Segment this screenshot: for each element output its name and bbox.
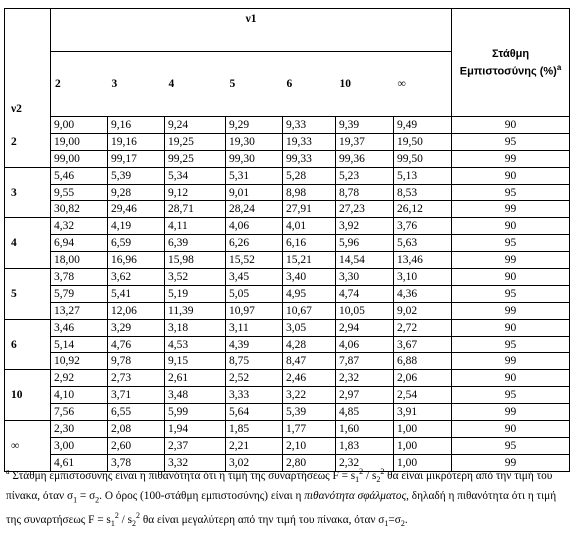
table-cell: 8,78 [336,184,394,201]
table-cell: 1,00 [394,437,452,454]
table-cell: 5,96 [336,235,394,252]
column-header: 6 [283,52,336,117]
table-cell: 8,75 [226,353,283,370]
table-cell: 6,59 [108,235,165,252]
table-cell: 19,16 [108,133,165,150]
confidence-cell: 99 [452,302,570,319]
table-cell: 5,39 [108,167,165,184]
confidence-cell: 95 [452,133,570,150]
table-row [5,150,570,167]
table-cell: 3,22 [283,387,336,404]
table-row [5,117,570,134]
column-header: 5 [226,52,283,117]
table-cell: 15,98 [165,252,226,269]
confidence-cell: 95 [452,387,570,404]
v2-group-label: 5 [5,269,51,320]
table-cell: 3,11 [226,319,283,336]
table-cell: 3,40 [283,269,336,286]
column-header: ∞ [394,52,452,117]
table-cell: 3,29 [108,319,165,336]
confidence-header: Στάθμη Εμπιστοσύνης (%)$^a$ [452,9,570,117]
table-cell: 3,67 [394,336,452,353]
table-cell: 28,71 [165,201,226,218]
table-cell: 2,80 [283,454,336,471]
table-cell: 9,00 [51,117,108,134]
table-cell: 18,00 [51,252,108,269]
table-row [5,319,570,336]
table-row [5,218,570,235]
table-cell: 1,83 [336,437,394,454]
confidence-cell: 99 [452,454,570,471]
table-cell: 3,46 [51,319,108,336]
table-cell: 2,72 [394,319,452,336]
confidence-cell: 99 [452,150,570,167]
table-cell: 3,78 [51,269,108,286]
table-cell: 16,96 [108,252,165,269]
table-cell: 2,46 [283,370,336,387]
column-header: 10 [336,52,394,117]
footnote: $^a$ Στάθμη εμπιστοσύνης είναι η πιθανότητα ότι η τιμή της συναρτήσεως $F = s_1^2 / s_2^2$ θα είναι μικρότερη από την τιμή του πίνακα, όταν $\sigma_1 = \sigma_2$. Ο όρος (100-στάθμη εμπιστοσύνης) είναι η πιθανότητα σφάλματος, δηλαδή η πιθανότητα ότι η τιμή της συναρτήσεως $F = s_1^2 / s_2^2$ θα είναι μεγαλύτερη από την τιμή του πίνακα, όταν $\sigma_1=\sigma_2$. [6,467,557,529]
table-row [5,252,570,269]
table-cell: 2,60 [108,437,165,454]
table-cell: 4,74 [336,285,394,302]
table-cell: 4,61 [51,454,108,471]
table-cell: 1,94 [165,421,226,438]
table-cell: 4,36 [394,285,452,302]
table-cell: 2,21 [226,437,283,454]
table-cell: 11,39 [165,302,226,319]
table-cell: 9,16 [108,117,165,134]
column-header: 3 [108,52,165,117]
column-header: 2 [51,52,108,117]
table-cell: 3,10 [394,269,452,286]
table-cell: 4,06 [336,336,394,353]
table-cell: 19,37 [336,133,394,150]
v2-group-label: 4 [5,218,51,269]
table-cell: 4,95 [283,285,336,302]
confidence-cell: 90 [452,269,570,286]
table-cell: 6,39 [165,235,226,252]
table-cell: 2,61 [165,370,226,387]
table-cell: 10,05 [336,302,394,319]
table-cell: 4,19 [108,218,165,235]
table-cell: 5,31 [226,167,283,184]
table-cell: 9,39 [336,117,394,134]
table-row [5,437,570,454]
table-cell: 5,14 [51,336,108,353]
table-cell: 2,08 [108,421,165,438]
table-cell: 3,92 [336,218,394,235]
table-cell: 9,28 [108,184,165,201]
table-cell: 5,46 [51,167,108,184]
table-cell: 7,87 [336,353,394,370]
table-cell: 4,32 [51,218,108,235]
table-row [5,404,570,421]
confidence-cell: 90 [452,167,570,184]
v2-group-label: 2 [5,117,51,168]
table-cell: 2,94 [336,319,394,336]
table-cell: 5,28 [283,167,336,184]
table-row [5,336,570,353]
table-cell: 3,45 [226,269,283,286]
table-cell: 1,00 [394,454,452,471]
table-cell: 99,36 [336,150,394,167]
table-cell: 19,33 [283,133,336,150]
table-row [5,184,570,201]
confidence-cell: 99 [452,201,570,218]
table-cell: 1,00 [394,421,452,438]
table-row [5,269,570,286]
table-cell: 19,25 [165,133,226,150]
table-row [5,201,570,218]
table-cell: 6,55 [108,404,165,421]
table-cell: 99,30 [226,150,283,167]
table-cell: 99,50 [394,150,452,167]
table-cell: 6,88 [394,353,452,370]
table-cell: 9,78 [108,353,165,370]
table-cell: 19,00 [51,133,108,150]
table-cell: 3,18 [165,319,226,336]
table-cell: 3,48 [165,387,226,404]
confidence-cell: 99 [452,353,570,370]
table-cell: 8,98 [283,184,336,201]
table-cell: 9,33 [283,117,336,134]
table-cell: 9,15 [165,353,226,370]
table-cell: 1,85 [226,421,283,438]
table-cell: 99,33 [283,150,336,167]
table-cell: 5,39 [283,404,336,421]
table-cell: 9,29 [226,117,283,134]
table-cell: 14,54 [336,252,394,269]
table-cell: 27,23 [336,201,394,218]
table-cell: 9,55 [51,184,108,201]
table-cell: 3,32 [165,454,226,471]
table-row [5,421,570,438]
table-row [5,387,570,404]
table-cell: 2,10 [283,437,336,454]
table-cell: 15,52 [226,252,283,269]
table-cell: 30,82 [51,201,108,218]
table-cell: 2,73 [108,370,165,387]
table-cell: 5,64 [226,404,283,421]
table-cell: 28,24 [226,201,283,218]
table-cell: 2,97 [336,387,394,404]
table-cell: 4,01 [283,218,336,235]
table-cell: 5,99 [165,404,226,421]
table-cell: 10,92 [51,353,108,370]
table-cell: 6,94 [51,235,108,252]
table-cell: 9,12 [165,184,226,201]
confidence-cell: 99 [452,404,570,421]
table-row [5,167,570,184]
table-cell: 3,76 [394,218,452,235]
v2-header: ν2 [5,9,51,117]
table-cell: 27,91 [283,201,336,218]
table-cell: 4,85 [336,404,394,421]
table-row [5,285,570,302]
table-cell: 3,02 [226,454,283,471]
confidence-cell: 90 [452,421,570,438]
table-cell: 5,13 [394,167,452,184]
table-cell: 10,67 [283,302,336,319]
table-cell: 12,06 [108,302,165,319]
table-row [5,235,570,252]
table-cell: 3,05 [283,319,336,336]
table-cell: 5,41 [108,285,165,302]
table-cell: 1,77 [283,421,336,438]
table-cell: 9,02 [394,302,452,319]
table-cell: 3,62 [108,269,165,286]
table-cell: 5,05 [226,285,283,302]
table-cell: 4,28 [283,336,336,353]
table-cell: 1,60 [336,421,394,438]
v2-group-label: ∞ [5,421,51,472]
confidence-cell: 95 [452,235,570,252]
confidence-cell: 90 [452,117,570,134]
table-cell: 3,00 [51,437,108,454]
table-cell: 2,32 [336,454,394,471]
table-cell: 2,37 [165,437,226,454]
table-row [5,370,570,387]
table-cell: 15,21 [283,252,336,269]
confidence-cell: 95 [452,285,570,302]
table-cell: 2,54 [394,387,452,404]
table-cell: 9,24 [165,117,226,134]
table-cell: 5,79 [51,285,108,302]
table-cell: 4,11 [165,218,226,235]
table-cell: 4,39 [226,336,283,353]
table-cell: 3,78 [108,454,165,471]
table-cell: 3,33 [226,387,283,404]
table-cell: 8,47 [283,353,336,370]
confidence-cell: 90 [452,319,570,336]
table-cell: 5,34 [165,167,226,184]
table-cell: 9,01 [226,184,283,201]
table-cell: 4,10 [51,387,108,404]
table-row [5,302,570,319]
v2-group-label: 6 [5,319,51,370]
table-cell: 4,53 [165,336,226,353]
table-cell: 9,49 [394,117,452,134]
table-cell: 7,56 [51,404,108,421]
confidence-cell: 90 [452,370,570,387]
table-cell: 2,52 [226,370,283,387]
table-cell: 99,25 [165,150,226,167]
table-cell: 19,50 [394,133,452,150]
table-cell: 3,71 [108,387,165,404]
confidence-cell: 95 [452,184,570,201]
confidence-cell: 95 [452,437,570,454]
table-cell: 99,00 [51,150,108,167]
table-cell: 2,32 [336,370,394,387]
table-cell: 26,12 [394,201,452,218]
table-cell: 13,46 [394,252,452,269]
table-cell: 2,92 [51,370,108,387]
table-cell: 19,30 [226,133,283,150]
table-cell: 29,46 [108,201,165,218]
table-cell: 13,27 [51,302,108,319]
table-cell: 3,52 [165,269,226,286]
table-cell: 5,63 [394,235,452,252]
table-cell: 5,19 [165,285,226,302]
table-cell: 4,76 [108,336,165,353]
table-cell: 4,06 [226,218,283,235]
f-distribution-table [4,8,570,472]
confidence-cell: 90 [452,218,570,235]
table-cell: 6,16 [283,235,336,252]
table-cell: 2,06 [394,370,452,387]
confidence-cell: 95 [452,336,570,353]
table-cell: 3,91 [394,404,452,421]
column-header: 4 [165,52,226,117]
table-cell: 6,26 [226,235,283,252]
v2-group-label: 3 [5,167,51,218]
table-cell: 10,97 [226,302,283,319]
table-row [5,133,570,150]
table-cell: 5,23 [336,167,394,184]
table-row [5,353,570,370]
table-cell: 8,53 [394,184,452,201]
table-cell: 2,30 [51,421,108,438]
table-cell: 3,30 [336,269,394,286]
table-cell: 99,17 [108,150,165,167]
v1-header: ν1 [51,9,452,52]
confidence-cell: 99 [452,252,570,269]
v2-group-label: 10 [5,370,51,421]
